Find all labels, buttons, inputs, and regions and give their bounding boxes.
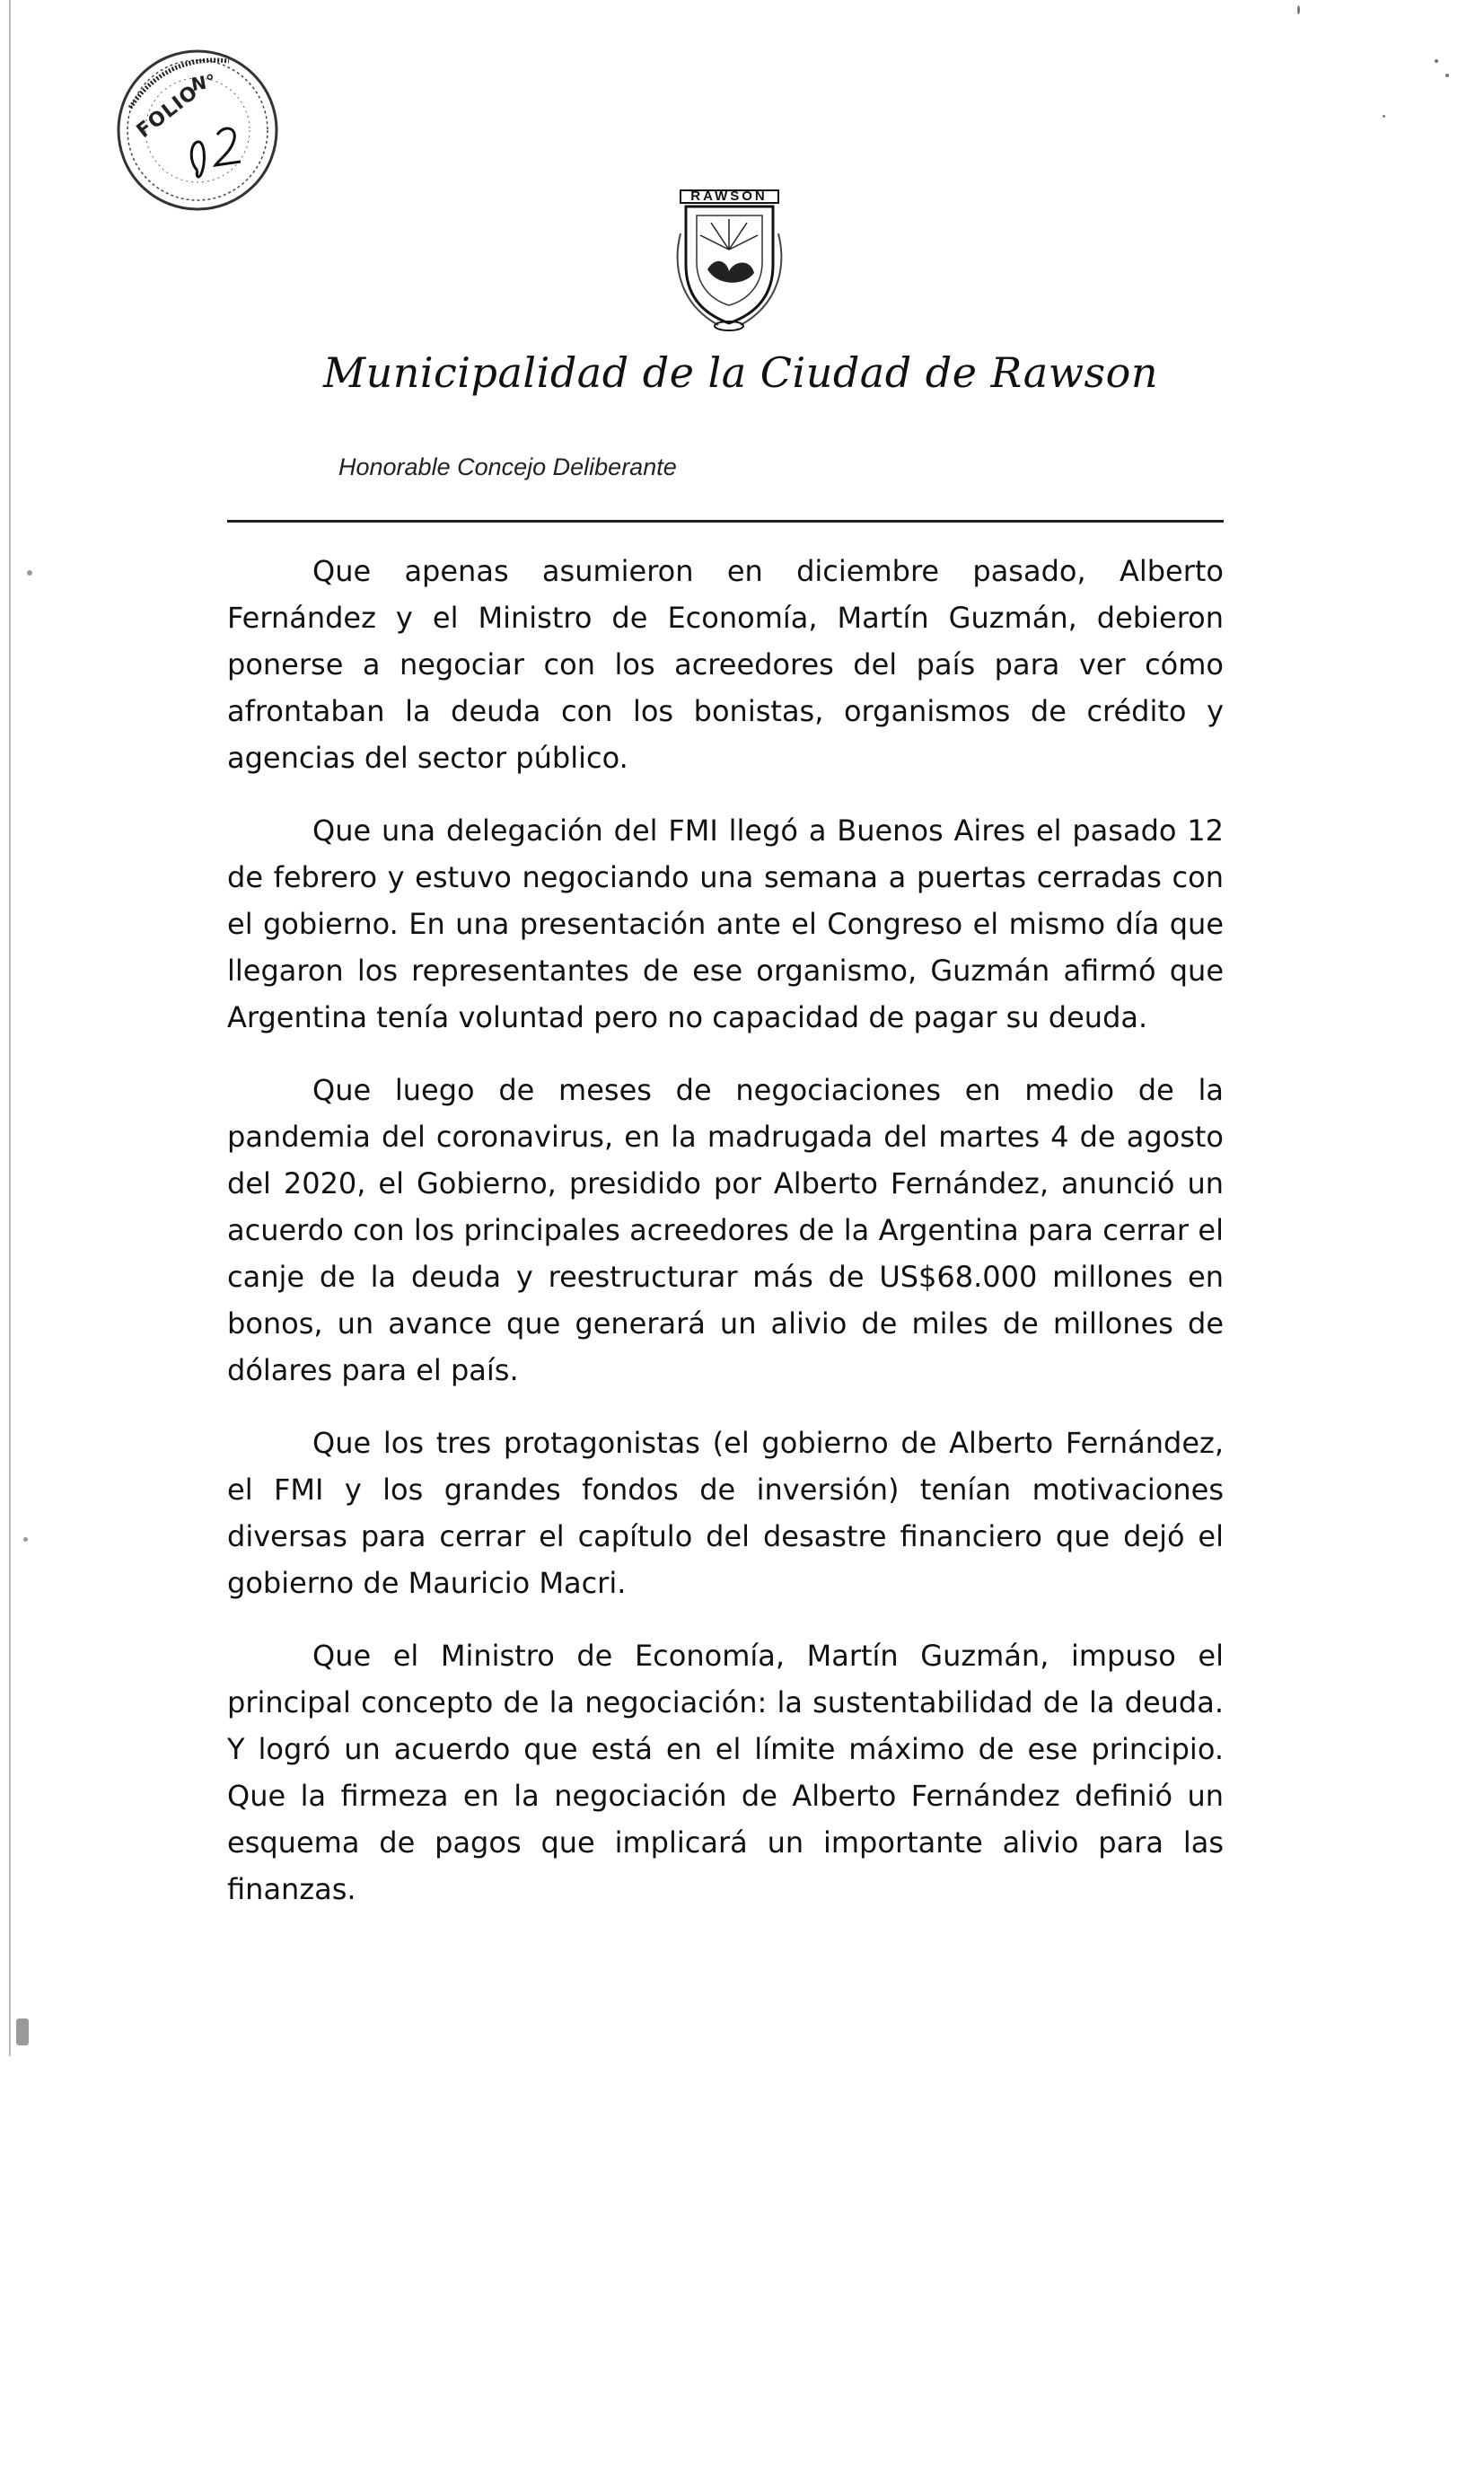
handwritten-folio-number [162,108,260,207]
paragraph-4: Que los tres protagonistas (el gobierno de Alberto Fernández, el FMI y los grandes fondos de inversión) tenían motivaciones diversas para cerrar el capítulo del desastre financiero que dejó el gobierno de Mauricio Macri. [227,1426,1224,1600]
folio-stamp [112,45,283,215]
scan-speck [1383,115,1385,118]
scan-edge-speck [16,2018,29,2045]
rawson-coat-of-arms [664,180,795,332]
scan-speck [1445,74,1449,77]
header-divider [227,520,1224,523]
crest-banner-text: RAWSON [690,189,768,204]
municipality-title: Municipalidad de la Ciudad de Rawson [322,348,1158,397]
scan-speck [1435,59,1438,63]
scan-edge-speck [23,1537,28,1542]
paragraph-3: Que luego de meses de negociaciones en medio de la pandemia del coronavirus, en la madrugada del martes 4 de agosto del 2020, el Gobierno, presidido por Alberto Fernández, anunció un acuerdo con los principales acreedores de la Argentina para cerrar el canje de la deuda y reestructurar más de US$68.000 millones en bonos, un avance que generará un alivio de miles de millones de dólares para el país. [227,1073,1224,1387]
scan-edge-line [9,0,11,2056]
paragraph-5: Que el Ministro de Economía, Martín Guzmán, impuso el principal concepto de la negociación: la sustentabilidad de la deuda. Y logró un acuerdo que está en el límite máximo de ese principio. Que la firmeza en la negociación de Alberto Fernández definió un esquema de pagos que implicará un importante alivio para las finanzas. [227,1639,1224,1906]
scan-speck [1297,5,1300,14]
stamp-number-sign: N° [189,69,217,96]
paragraph-1: Que apenas asumieron en diciembre pasado, Alberto Fernández y el Ministro de Economía, Martín Guzmán, debieron ponerse a negociar con los acreedores del país para ver cómo afrontaban la deuda con los bonistas, organismos de crédito y agencias del sector público. [227,554,1224,775]
paragraph-2: Que una delegación del FMI llegó a Buenos Aires el pasado 12 de febrero y estuvo negociando una semana a puertas cerradas con el gobierno. En una presentación ante el Congreso el mismo día que llegaron los representantes de ese organismo, Guzmán afirmó que Argentina tenía voluntad pero no capacidad de pagar su deuda. [227,813,1224,1034]
document-body [227,548,1224,1939]
stamp-folio-label: FOLIO [132,81,203,143]
scan-edge-speck [27,570,32,576]
council-subtitle: Honorable Concejo Deliberante [338,453,677,480]
